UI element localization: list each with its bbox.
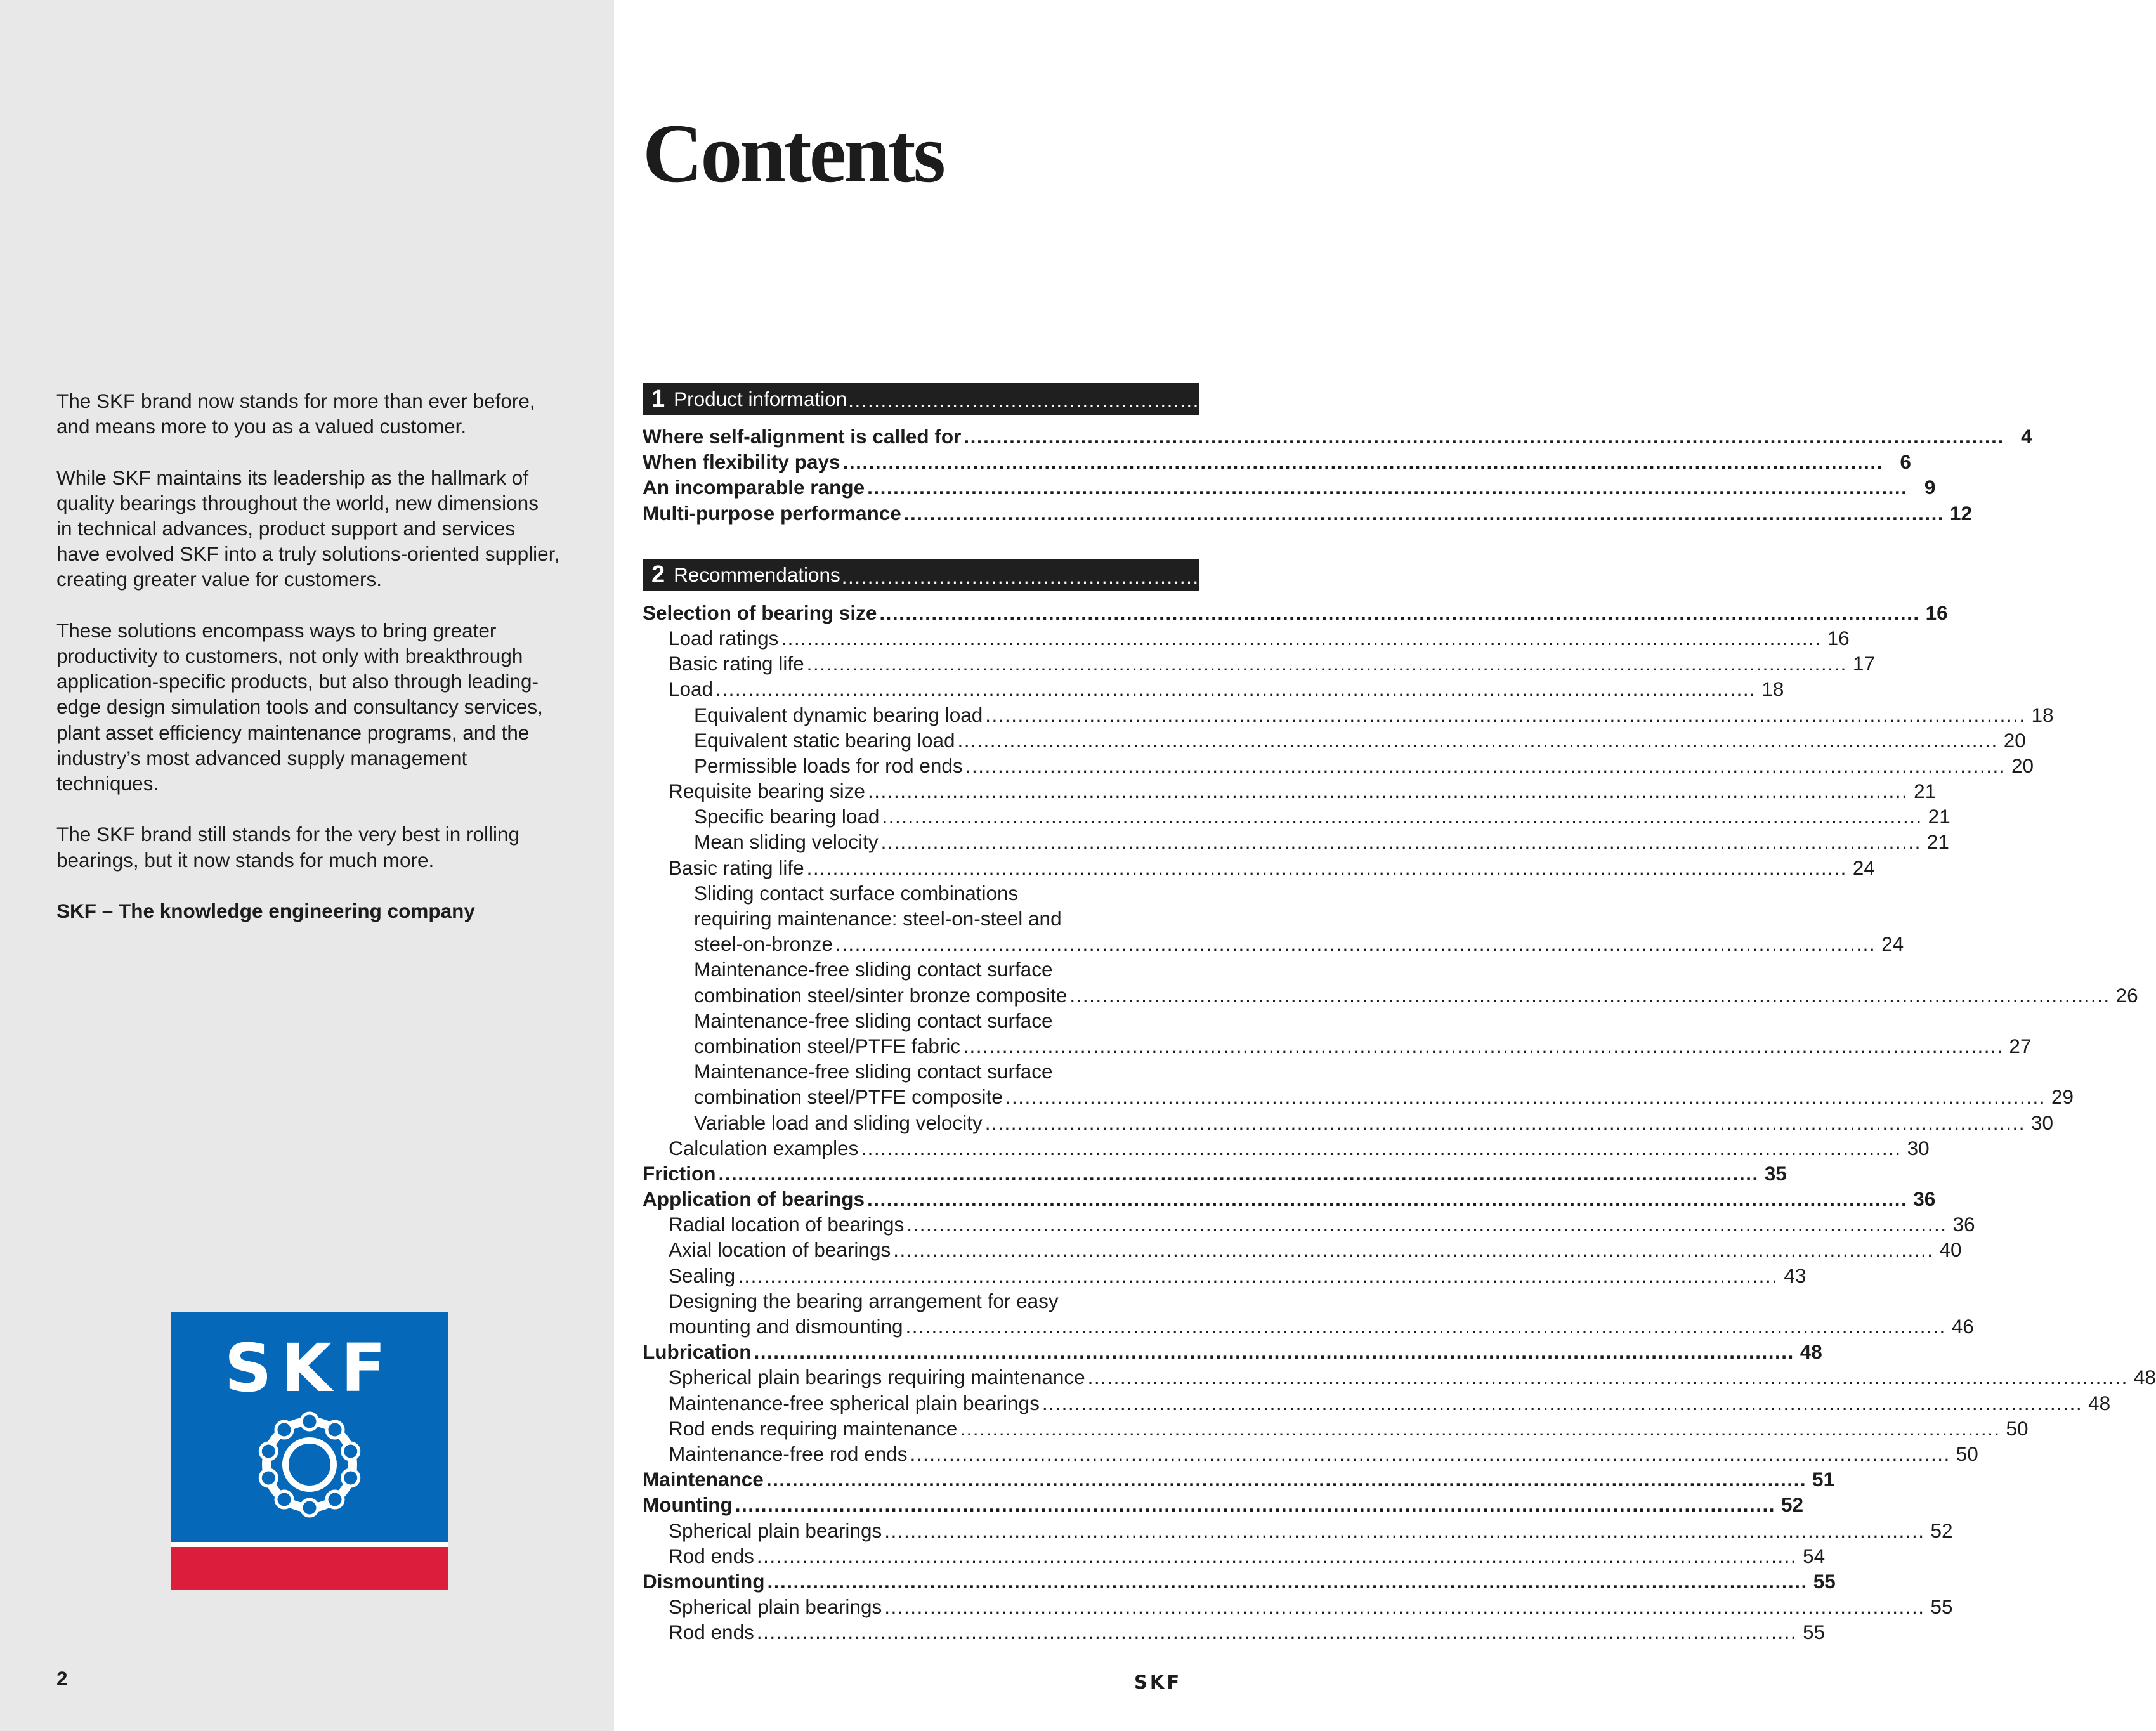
toc-entry-page: 21 <box>1928 805 1950 828</box>
toc-entry-page: 46 <box>1951 1315 1974 1338</box>
dot-leader: ................................................................................................................................................................ <box>861 1136 1902 1159</box>
bearing-ball <box>301 1499 318 1516</box>
toc-entry-text <box>643 880 1199 906</box>
section-page: 4 <box>1893 387 1905 410</box>
bearing-icon <box>260 1413 358 1516</box>
section-spacer <box>643 591 1199 600</box>
dot-leader: ................................................................................................................................................................ <box>903 501 1945 525</box>
toc-entry-page: 24 <box>1881 932 1904 956</box>
toc-entry-label: Application of bearings <box>643 1187 865 1211</box>
bearing-ball <box>327 1491 343 1508</box>
tagline: SKF – The knowledge engineering company <box>56 899 475 922</box>
toc-entry-page: 55 <box>1930 1595 1953 1619</box>
text-line: techniques. <box>56 772 159 795</box>
toc-entry-line: Maintenance-free sliding contact surface <box>694 1060 1053 1083</box>
toc-entry[interactable] <box>643 855 1875 880</box>
bearing-ball <box>343 1470 359 1486</box>
toc-entry[interactable] <box>643 625 1850 651</box>
toc-entry[interactable] <box>643 1314 1974 1339</box>
text-line: While SKF maintains its leadership as the hallmark of <box>56 466 529 489</box>
toc-entry-line: Designing the bearing arrangement for easy <box>669 1289 1059 1312</box>
dot-leader: ................................................................................................................................................................ <box>867 476 1908 499</box>
toc-entry-text <box>643 957 1199 982</box>
section-number: 2 <box>651 561 665 589</box>
footer-skf-logo <box>1134 1673 1199 1692</box>
dot-leader: ................................................................................................................................................................ <box>964 425 2004 448</box>
toc-entry-page: 50 <box>1956 1442 1978 1465</box>
dot-leader: ................................................................................................................................................................ <box>879 601 1920 624</box>
toc-entry[interactable] <box>643 1466 1835 1492</box>
page-number: 2 <box>56 1667 68 1690</box>
toc-entry-label: Specific bearing load <box>694 805 880 828</box>
toc-entry[interactable] <box>643 778 1937 804</box>
toc-entry-page: 9 <box>1924 476 1936 499</box>
toc-entry-page: 24 <box>1852 856 1875 879</box>
section-title: Product information <box>674 387 847 410</box>
dot-leader: ................................................................................................................................................................ <box>781 626 1822 650</box>
dot-leader: ................................................................................................................................................................ <box>738 1264 1779 1287</box>
dot-leader: ................................................................................................................................................................ <box>906 1213 1947 1236</box>
toc-entry-page: 43 <box>1784 1264 1806 1287</box>
toc-entry-label: Lubrication <box>643 1340 752 1364</box>
toc-entry-page: 30 <box>1907 1136 1930 1159</box>
toc-entry-label: Load <box>669 677 714 701</box>
dot-leader: ................................................................................................................................................................ <box>754 1340 1794 1364</box>
toc-entry[interactable] <box>643 1569 1836 1594</box>
bearing-ball <box>260 1443 277 1460</box>
bearing-ball <box>276 1421 292 1438</box>
toc-entry-label: An incomparable range <box>643 476 865 499</box>
toc-entry-label: Spherical plain bearings <box>669 1595 882 1619</box>
dot-leader: ................................................................................................................................................................ <box>957 728 1998 752</box>
text-line: industry’s most advanced supply management <box>56 746 467 769</box>
toc-entry[interactable] <box>643 1518 1953 1543</box>
toc-entry[interactable] <box>643 600 1948 625</box>
toc-entry-label: Maintenance-free spherical plain bearings <box>669 1391 1040 1414</box>
logo-divider <box>171 1542 448 1547</box>
dot-leader: ................................................................................................................................................................ <box>963 1034 2004 1057</box>
toc-entry[interactable] <box>643 1212 1975 1237</box>
logo-red-band <box>171 1547 448 1590</box>
toc-entry-label: Rod ends <box>669 1621 754 1644</box>
toc-entry-text <box>643 1059 1199 1084</box>
toc-entry[interactable] <box>643 1619 1826 1645</box>
toc-entry-label: Maintenance <box>643 1468 764 1491</box>
intro-paragraph-2 <box>56 465 602 592</box>
toc-entry-page: 35 <box>1764 1161 1787 1185</box>
toc-entry-page: 30 <box>2030 1111 2053 1134</box>
toc-entry-page: 48 <box>2133 1366 2156 1389</box>
toc-entry[interactable] <box>643 1161 1787 1186</box>
toc-entry-label: combination steel/PTFE composite <box>694 1085 1003 1109</box>
toc-entry-page: 4 <box>2021 425 2032 448</box>
toc-entry-label: Variable load and sliding velocity <box>694 1111 983 1134</box>
dot-leader: ................................................................................................................................................................ <box>867 780 1909 803</box>
bearing-ball <box>301 1413 318 1430</box>
dot-leader: ................................................................................................................................................................ <box>867 1187 1908 1211</box>
dot-leader: ................................................................................................................................................................ <box>841 565 1883 588</box>
toc-entry-label: Multi-purpose performance <box>643 501 901 525</box>
toc-entry-page: 52 <box>1930 1519 1953 1542</box>
toc-entry-label: Equivalent static bearing load <box>694 728 955 752</box>
text-line: plant asset efficiency maintenance programs, and the <box>56 721 530 744</box>
dot-leader: ................................................................................................................................................................ <box>910 1442 1950 1465</box>
dot-leader: ................................................................................................................................................................ <box>880 830 1921 854</box>
toc-entry[interactable] <box>643 1364 2156 1390</box>
toc-entry-line: Maintenance-free sliding contact surface <box>694 958 1053 981</box>
text-line: have evolved SKF into a truly solutions-oriented supplier, <box>56 542 560 566</box>
toc-entry-label: Mounting <box>643 1493 733 1517</box>
toc-entry-label: steel-on-bronze <box>694 932 833 956</box>
toc-entry-page: 27 <box>2009 1034 2032 1057</box>
dot-leader: ................................................................................................................................................................ <box>1005 1085 2046 1109</box>
text-line: application-specific products, but also through leading- <box>56 670 539 693</box>
toc-entry[interactable] <box>643 753 2034 778</box>
dot-leader: ................................................................................................................................................................ <box>718 1161 1759 1185</box>
toc-entry[interactable] <box>643 829 1949 854</box>
logo-wordmark: SKF <box>224 1329 395 1407</box>
dot-leader: ................................................................................................................................................................ <box>984 1111 2025 1134</box>
intro-paragraph-1 <box>56 388 602 439</box>
toc-entry[interactable] <box>643 1441 1978 1466</box>
toc-entry-page: 6 <box>1900 450 1911 474</box>
toc-entry-label: Load ratings <box>669 626 779 650</box>
text-line: creating greater value for customers. <box>56 568 382 591</box>
toc-entry-page: 17 <box>1852 652 1875 676</box>
toc-entry-line: Sliding contact surface combinations <box>694 881 1019 905</box>
toc-entry-page: 51 <box>1812 1468 1835 1491</box>
toc-entry-label: Sealing <box>669 1264 736 1287</box>
toc-entry[interactable] <box>643 1263 1806 1288</box>
toc-entry-label: Mean sliding velocity <box>694 830 879 854</box>
dot-leader: ................................................................................................................................................................ <box>905 1315 1946 1338</box>
dot-leader: ................................................................................................................................................................ <box>766 1468 1807 1491</box>
text-line: These solutions encompass ways to bring greater <box>56 618 497 642</box>
toc-entry-label: Requisite bearing size <box>669 780 865 803</box>
text-line: and means more to you as a valued customer. <box>56 415 467 438</box>
text-line: edge design simulation tools and consultancy services, <box>56 695 543 719</box>
toc-entry-page: 18 <box>1761 677 1784 701</box>
toc-entry[interactable] <box>643 1543 1826 1569</box>
text-line: in technical advances, product support and services <box>56 517 516 540</box>
toc-entry-label: Basic rating life <box>669 652 804 676</box>
toc-entry-page: 16 <box>1925 601 1948 624</box>
toc-entry-label: Spherical plain bearings <box>669 1519 882 1542</box>
dot-leader: ................................................................................................................................................................ <box>882 805 1923 828</box>
toc-entry-label: Selection of bearing size <box>643 601 877 624</box>
intro-paragraph-3 <box>56 618 602 796</box>
toc-entry[interactable] <box>643 500 1973 526</box>
toc-entry-page: 16 <box>1827 626 1850 650</box>
toc-entry-label: combination steel/PTFE fabric <box>694 1034 961 1057</box>
toc-entry-page: 36 <box>1913 1187 1936 1211</box>
dot-leader: ................................................................................................................................................................ <box>1069 983 2110 1007</box>
toc-entry[interactable] <box>643 676 1784 702</box>
section-page: 16 <box>1887 563 1910 587</box>
toc-entry-line: requiring maintenance: steel-on-steel and <box>694 907 1062 930</box>
bearing-ball <box>327 1421 343 1438</box>
toc-entry-page: 20 <box>2011 754 2034 777</box>
toc-entry-page: 55 <box>1813 1569 1836 1593</box>
intro-text <box>56 388 602 949</box>
dot-leader: ................................................................................................................................................................ <box>806 652 1847 676</box>
toc-entry[interactable] <box>643 931 1904 957</box>
toc-entry[interactable] <box>643 1339 1822 1364</box>
toc-entry-label: Rod ends <box>669 1544 754 1567</box>
toc-entry[interactable] <box>643 1110 2053 1135</box>
toc-entry[interactable] <box>643 449 1911 474</box>
toc-entry-page: 48 <box>2088 1391 2111 1414</box>
toc-entry-label: Axial location of bearings <box>669 1238 891 1262</box>
page-title: Contents <box>643 107 944 200</box>
toc-entry[interactable] <box>643 1390 2111 1416</box>
text-line: The SKF brand still stands for the very best in rolling <box>56 823 520 846</box>
toc-entry[interactable] <box>643 702 2054 728</box>
toc-entry-text <box>643 1288 1199 1314</box>
toc-entry[interactable] <box>643 1084 2074 1109</box>
dot-leader: ................................................................................................................................................................ <box>756 1544 1798 1567</box>
toc-entry[interactable] <box>643 1135 1930 1161</box>
footer-logo-text: SKF <box>1134 1671 1182 1693</box>
section-header[interactable] <box>643 383 1905 415</box>
dot-leader: ................................................................................................................................................................ <box>965 754 2006 777</box>
dot-leader: ................................................................................................................................................................ <box>985 703 2026 726</box>
toc-entry-label: Spherical plain bearings requiring maintenance <box>669 1366 1085 1389</box>
table-of-contents <box>643 383 2156 1645</box>
dot-leader: ................................................................................................................................................................ <box>884 1519 1925 1542</box>
toc-entry[interactable] <box>643 474 1936 500</box>
toc-entry[interactable] <box>643 1594 1953 1619</box>
toc-entry-page: 18 <box>2031 703 2054 726</box>
dot-leader: ................................................................................................................................................................ <box>1042 1391 2083 1414</box>
section-gap <box>643 526 1199 559</box>
bearing-ball <box>276 1491 292 1508</box>
dot-leader: ................................................................................................................................................................ <box>884 1595 1925 1619</box>
toc-entry-label: Equivalent dynamic bearing load <box>694 703 983 726</box>
toc-entry-page: 29 <box>2051 1085 2074 1109</box>
toc-entry-page: 21 <box>1914 780 1937 803</box>
dot-leader: ................................................................................................................................................................ <box>1087 1366 2128 1389</box>
toc-entry[interactable] <box>643 983 2138 1008</box>
dot-leader: ................................................................................................................................................................ <box>756 1621 1798 1644</box>
toc-entry-label: Calculation examples <box>669 1136 859 1159</box>
skf-logo <box>171 1312 448 1590</box>
toc-entry[interactable] <box>643 1186 1936 1212</box>
bearing-ball <box>343 1443 359 1460</box>
dot-leader: ................................................................................................................................................................ <box>767 1569 1808 1593</box>
dot-leader: ................................................................................................................................................................ <box>893 1238 1934 1262</box>
section-title: Recommendations <box>674 563 840 587</box>
toc-entry-page: 40 <box>1939 1238 1962 1262</box>
toc-entry[interactable] <box>643 1416 2029 1441</box>
toc-entry-text <box>643 1008 1199 1033</box>
toc-entry-label: Where self-alignment is called for <box>643 425 962 448</box>
toc-entry-page: 48 <box>1800 1340 1822 1364</box>
dot-leader: ................................................................................................................................................................ <box>715 677 1756 701</box>
toc-entry-label: combination steel/sinter bronze composite <box>694 983 1068 1007</box>
toc-entry-label: Maintenance-free rod ends <box>669 1442 908 1465</box>
toc-entry-page: 21 <box>1926 830 1949 854</box>
dot-leader: ................................................................................................................................................................ <box>848 389 1889 412</box>
dot-leader: ................................................................................................................................................................ <box>806 856 1847 879</box>
toc-entry-label: When flexibility pays <box>643 450 840 474</box>
text-line: The SKF brand now stands for more than ever before, <box>56 389 535 412</box>
text-line: quality bearings throughout the world, new dimensions <box>56 491 539 514</box>
toc-entry-page: 20 <box>2003 728 2026 752</box>
toc-entry-text <box>643 906 1199 931</box>
section-number: 1 <box>651 385 665 412</box>
toc-entry-label: Permissible loads for rod ends <box>694 754 963 777</box>
toc-entry-line: Maintenance-free sliding contact surface <box>694 1009 1053 1032</box>
toc-entry-label: Friction <box>643 1161 716 1185</box>
toc-entry-page: 52 <box>1780 1493 1803 1517</box>
text-line: bearings, but it now stands for much more. <box>56 848 434 872</box>
section-spacer <box>643 415 1199 424</box>
toc-entry[interactable] <box>643 804 1950 829</box>
toc-entry-label: Dismounting <box>643 1569 765 1593</box>
toc-entry[interactable] <box>643 424 2032 449</box>
dot-leader: ................................................................................................................................................................ <box>842 450 1883 474</box>
dot-leader: ................................................................................................................................................................ <box>735 1493 1775 1517</box>
dot-leader: ................................................................................................................................................................ <box>960 1416 2001 1440</box>
toc-entry-label: Basic rating life <box>669 856 804 879</box>
toc-entry-label: Radial location of bearings <box>669 1213 905 1236</box>
toc-entry-page: 12 <box>1950 501 1973 525</box>
toc-entry-label: mounting and dismounting <box>669 1315 903 1338</box>
toc-entry-page: 50 <box>2006 1416 2029 1440</box>
text-line: productivity to customers, not only with breakthrough <box>56 644 523 667</box>
toc-entry-label: Rod ends requiring maintenance <box>669 1416 958 1440</box>
toc-entry-page: 26 <box>2115 983 2138 1007</box>
section-header[interactable] <box>643 559 1910 591</box>
bearing-ball <box>260 1470 277 1486</box>
toc-entry-page: 55 <box>1803 1621 1826 1644</box>
intro-paragraph-4 <box>56 821 602 872</box>
toc-entry[interactable] <box>643 1033 2032 1059</box>
toc-entry[interactable] <box>643 1492 1803 1517</box>
dot-leader: ................................................................................................................................................................ <box>835 932 1876 956</box>
toc-entry-page: 36 <box>1952 1213 1975 1236</box>
skf-logo-mark <box>171 1312 448 1542</box>
toc-entry[interactable] <box>643 1237 1962 1262</box>
toc-entry[interactable] <box>643 728 2026 753</box>
toc-entry-page: 54 <box>1803 1544 1826 1567</box>
toc-entry[interactable] <box>643 651 1875 676</box>
